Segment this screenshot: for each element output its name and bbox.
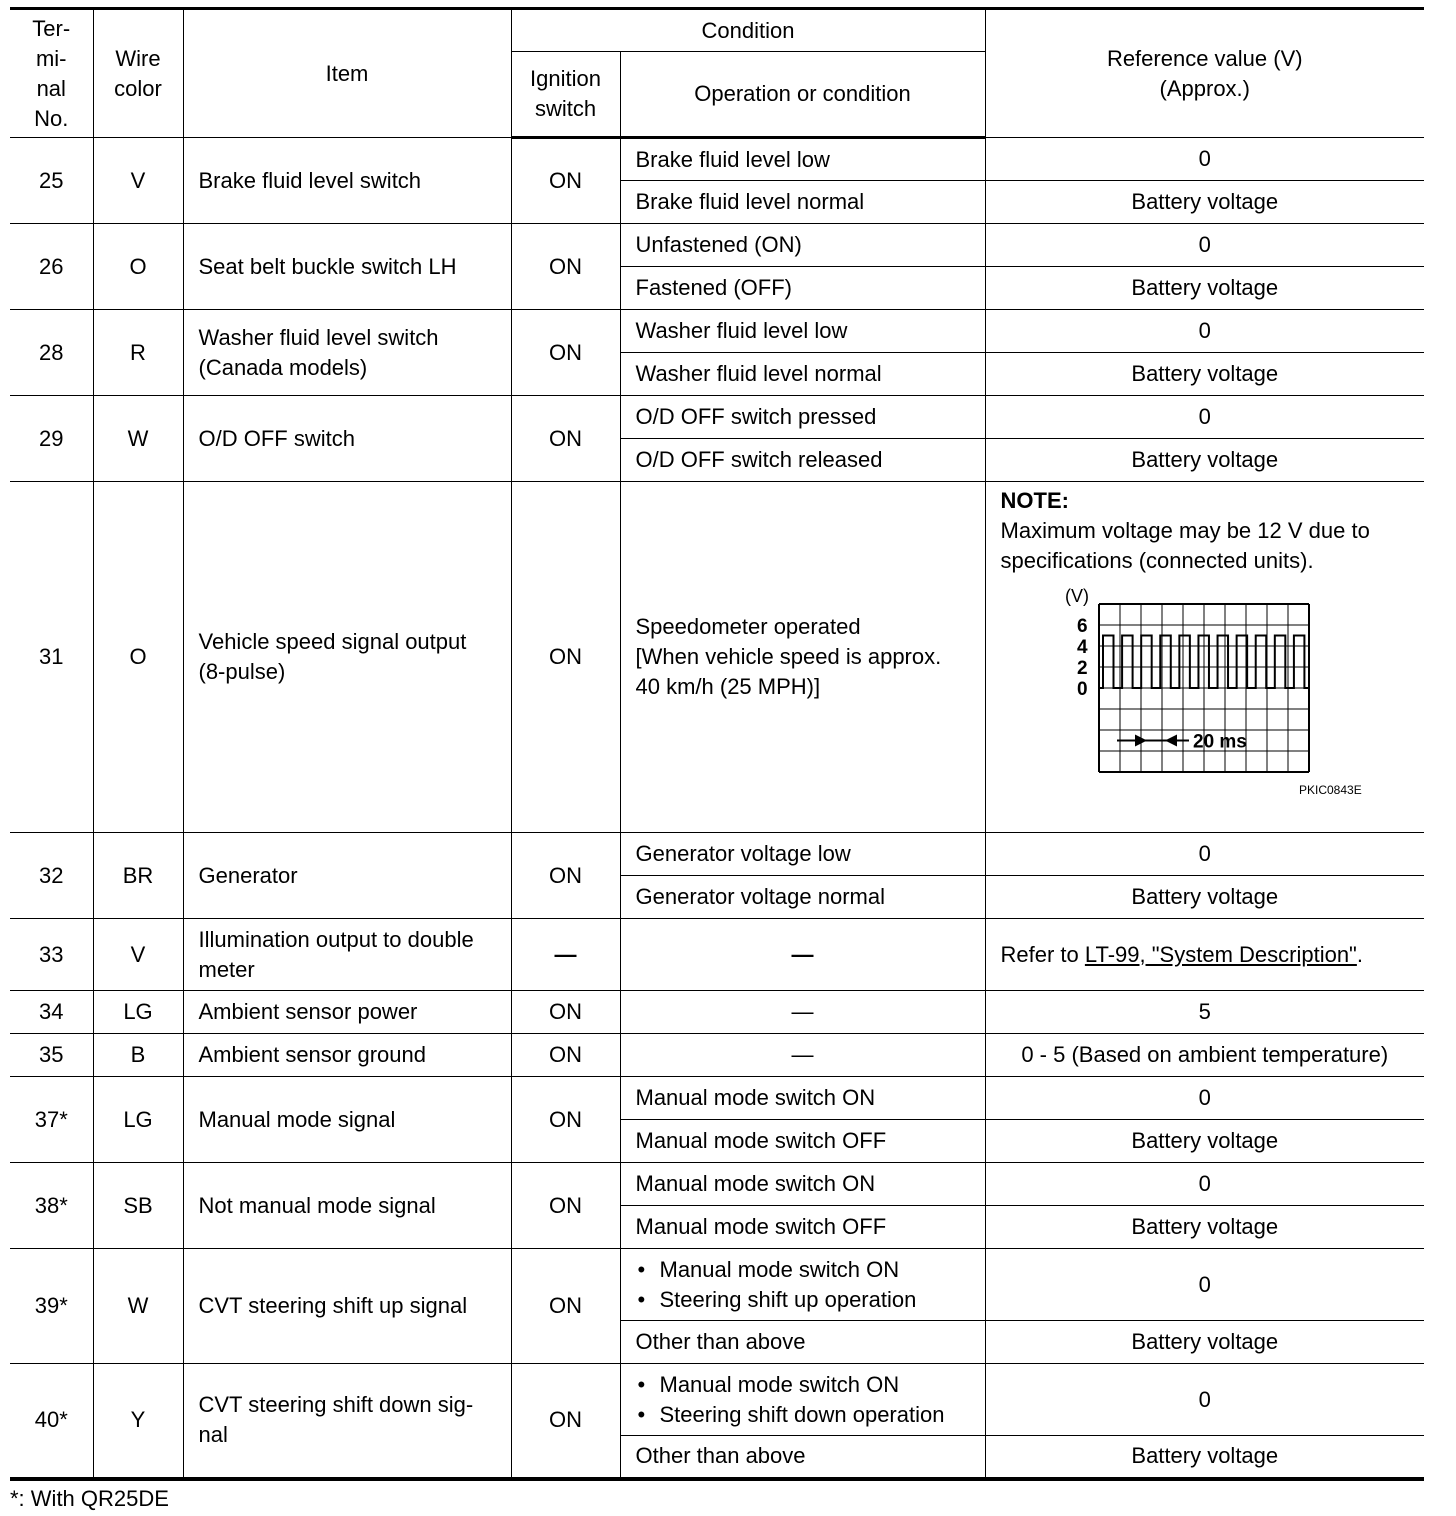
- ignition-state: ON: [511, 1364, 620, 1479]
- item-name: CVT steering shift up signal: [183, 1249, 511, 1364]
- condition: Manual mode switch ON: [620, 1163, 985, 1206]
- terminal-no: 33: [10, 919, 93, 991]
- condition: O/D OFF switch released: [620, 439, 985, 482]
- footnote: *: With QR25DE: [10, 1486, 169, 1511]
- figure-code: PKIC0843E: [1298, 783, 1362, 797]
- condition: Washer fluid level normal: [620, 353, 985, 396]
- condition: Other than above: [620, 1436, 985, 1479]
- terminal-no: 40*: [10, 1364, 93, 1479]
- table-row: [10, 1249, 1424, 1321]
- wire-color: LG: [93, 1077, 183, 1163]
- condition: Generator voltage normal: [620, 876, 985, 919]
- reference-value: 0: [985, 1249, 1424, 1321]
- wire-color: R: [93, 310, 183, 396]
- reference-value: 0: [985, 1163, 1424, 1206]
- condition: Generator voltage low: [620, 833, 985, 876]
- wire-color: W: [93, 1249, 183, 1364]
- condition: Other than above: [620, 1321, 985, 1364]
- condition: Washer fluid level low: [620, 310, 985, 353]
- terminal-no: 31: [10, 482, 93, 833]
- table-row: [10, 482, 1424, 833]
- reference-value: 0: [985, 138, 1424, 181]
- waveform-tick-label: 2: [1076, 658, 1088, 679]
- ignition-state: ON: [511, 310, 620, 396]
- table-row: [10, 1163, 1424, 1206]
- item-name: Ambient sensor power: [183, 991, 511, 1034]
- item-name: Vehicle speed signal output (8-pulse): [183, 482, 511, 833]
- lt-99-link[interactable]: LT-99, "System Description": [1084, 941, 1357, 967]
- header-condition: Condition: [511, 9, 985, 52]
- note-text: Maximum voltage may be 12 V due to specifications (connected units).: [1000, 518, 1370, 573]
- reference-value: Battery voltage: [985, 876, 1424, 919]
- terminal-no: 39*: [10, 1249, 93, 1364]
- ignition-state: ON: [511, 138, 620, 224]
- reference-value: 5: [985, 991, 1424, 1034]
- condition: —: [620, 1034, 985, 1077]
- header-ignition-switch: Ignition switch: [511, 52, 620, 138]
- condition: —: [620, 991, 985, 1034]
- table-row: [10, 224, 1424, 267]
- reference-value: 0: [985, 310, 1424, 353]
- item-name: Brake fluid level switch: [183, 138, 511, 224]
- period-label: 20 ms: [1192, 731, 1247, 753]
- terminal-no: 34: [10, 991, 93, 1034]
- table-row: [10, 833, 1424, 876]
- wire-color: BR: [93, 833, 183, 919]
- terminal-no: 29: [10, 396, 93, 482]
- wire-color: W: [93, 396, 183, 482]
- reference-value: 0: [985, 1364, 1424, 1436]
- terminal-no: 26: [10, 224, 93, 310]
- ignition-state: ON: [511, 1163, 620, 1249]
- ignition-state: ON: [511, 1034, 620, 1077]
- terminal-no: 25: [10, 138, 93, 224]
- reference-value: Battery voltage: [985, 181, 1424, 224]
- ignition-state: ON: [511, 482, 620, 833]
- table-row: [10, 138, 1424, 181]
- header-item: Item: [183, 9, 511, 138]
- terminal-no: 38*: [10, 1163, 93, 1249]
- item-name: Ambient sensor ground: [183, 1034, 511, 1077]
- condition: Brake fluid level normal: [620, 181, 985, 224]
- terminal-no: 28: [10, 310, 93, 396]
- reference-value: Battery voltage: [985, 267, 1424, 310]
- terminal-no: 32: [10, 833, 93, 919]
- wire-color: O: [93, 482, 183, 833]
- table-row: [10, 1077, 1424, 1120]
- reference-value: Battery voltage: [985, 1321, 1424, 1364]
- wire-color: V: [93, 138, 183, 224]
- header-terminal: Ter- mi- nal No.: [10, 9, 93, 138]
- reference-value: 0: [985, 1077, 1424, 1120]
- reference-value: Battery voltage: [985, 439, 1424, 482]
- wire-color: O: [93, 224, 183, 310]
- wire-color: SB: [93, 1163, 183, 1249]
- ignition-state: ON: [511, 1077, 620, 1163]
- table-row: [10, 991, 1424, 1034]
- waveform-tick-label: 6: [1076, 616, 1088, 637]
- condition: Speedometer operated [When vehicle speed is approx. 40 km/h (25 MPH)]: [620, 482, 985, 833]
- waveform-graph: [1001, 584, 1362, 797]
- condition: [620, 1249, 985, 1321]
- table-row: [10, 396, 1424, 439]
- item-name: Seat belt buckle switch LH: [183, 224, 511, 310]
- item-name: Not manual mode signal: [183, 1163, 511, 1249]
- terminal-no: 37*: [10, 1077, 93, 1163]
- reference-note: [985, 482, 1424, 833]
- condition: Fastened (OFF): [620, 267, 985, 310]
- waveform-tick-label: 4: [1076, 637, 1088, 658]
- ignition-state: —: [511, 919, 620, 991]
- header-wire-color: Wire color: [93, 9, 183, 138]
- terminal-no: 35: [10, 1034, 93, 1077]
- bullet-item: • Manual mode switch ON: [636, 1370, 977, 1400]
- wire-color: B: [93, 1034, 183, 1077]
- condition: —: [620, 919, 985, 991]
- waveform-tick-label: 0: [1076, 679, 1088, 700]
- period-arrow-left-icon: [1165, 735, 1177, 747]
- wire-color: LG: [93, 991, 183, 1034]
- bullet-item: • Steering shift down operation: [636, 1400, 977, 1430]
- condition: Manual mode switch OFF: [620, 1120, 985, 1163]
- note-title: NOTE:: [1000, 488, 1069, 513]
- item-name: Washer fluid level switch (Canada models): [183, 310, 511, 396]
- condition: Brake fluid level low: [620, 138, 985, 181]
- table-row: [10, 919, 1424, 991]
- wire-color: Y: [93, 1364, 183, 1479]
- wire-color: V: [93, 919, 183, 991]
- item-name: CVT steering shift down sig- nal: [183, 1364, 511, 1479]
- reference-value: 0 - 5 (Based on ambient temperature): [985, 1034, 1424, 1077]
- bullet-item: • Manual mode switch ON: [636, 1255, 977, 1285]
- table-row: [10, 1364, 1424, 1436]
- reference-value: Battery voltage: [985, 1206, 1424, 1249]
- ignition-state: ON: [511, 224, 620, 310]
- reference-value: 0: [985, 833, 1424, 876]
- reference-value: 0: [985, 396, 1424, 439]
- reference-value: Battery voltage: [985, 353, 1424, 396]
- item-name: O/D OFF switch: [183, 396, 511, 482]
- reference-value: Battery voltage: [985, 1436, 1424, 1479]
- condition: Unfastened (ON): [620, 224, 985, 267]
- header-reference-value: Reference value (V) (Approx.): [985, 9, 1424, 138]
- item-name: Manual mode signal: [183, 1077, 511, 1163]
- condition: [620, 1364, 985, 1436]
- ignition-state: ON: [511, 1249, 620, 1364]
- terminal-spec-table: [10, 7, 1424, 1481]
- item-name: Generator: [183, 833, 511, 919]
- reference-value: Refer to LT-99, "System Description".: [985, 919, 1424, 991]
- reference-value: Battery voltage: [985, 1120, 1424, 1163]
- table-row: [10, 310, 1424, 353]
- ignition-state: ON: [511, 396, 620, 482]
- reference-value: 0: [985, 224, 1424, 267]
- condition: Manual mode switch ON: [620, 1077, 985, 1120]
- table-row: [10, 1034, 1424, 1077]
- waveform-unit-label: (V): [1064, 586, 1089, 606]
- waveform-figure: [1001, 584, 1362, 797]
- header-operation-condition: Operation or condition: [620, 52, 985, 138]
- bullet-item: • Steering shift up operation: [636, 1285, 977, 1315]
- condition: O/D OFF switch pressed: [620, 396, 985, 439]
- ignition-state: ON: [511, 833, 620, 919]
- ignition-state: ON: [511, 991, 620, 1034]
- condition: Manual mode switch OFF: [620, 1206, 985, 1249]
- item-name: Illumination output to double meter: [183, 919, 511, 991]
